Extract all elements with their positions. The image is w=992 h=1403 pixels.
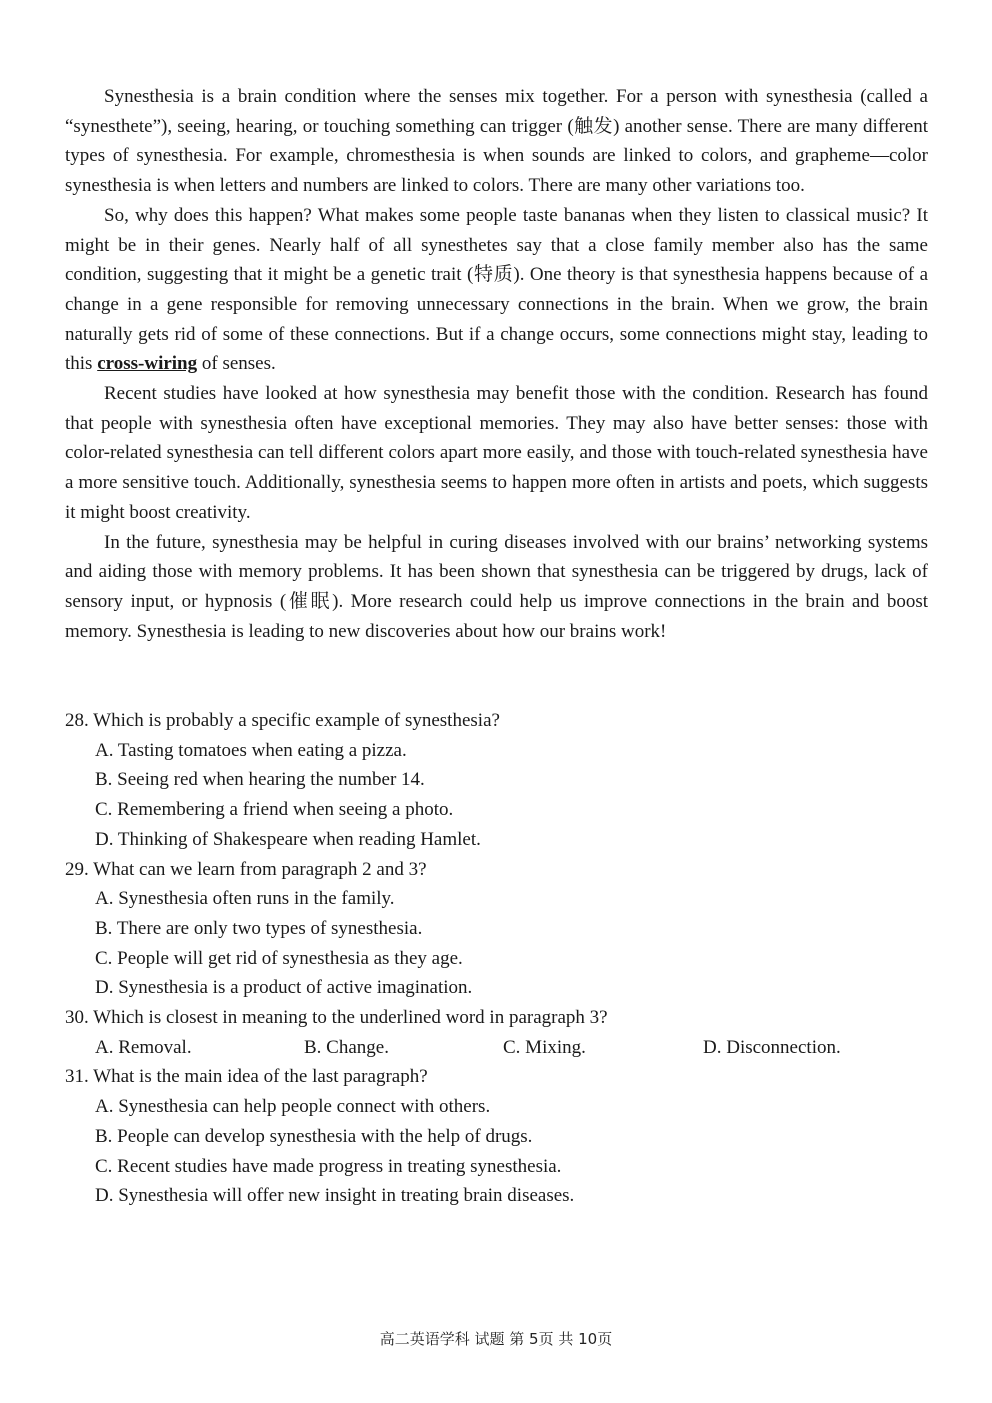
option-d: D. Disconnection. [703, 1036, 841, 1058]
reading-passage [65, 82, 928, 646]
option-b: B. Change. [304, 1036, 389, 1058]
page-footer: 高二英语学科 试题 第 5页 共 10页 [379, 1330, 613, 1348]
question-list [65, 706, 928, 1211]
option-c: C. Mixing. [503, 1036, 586, 1058]
option-c: C. Remembering a friend when seeing a photo. [95, 799, 454, 821]
paragraph-3: Recent studies have looked at how synesthesia may benefit those with the condition. Research has found that people with synesthesia often have exceptional memories. They may also have better senses: those with color-related synesthesia can tell different colors apart more easily, and those with touch-related synesthesia have a more sensitive touch. Additionally, synesthesia seems to happen more often in artists and poets, which suggests it might boost creativity. [65, 383, 928, 523]
option-a: A. Synesthesia can help people connect with others. [95, 1096, 491, 1118]
question-30 [65, 1003, 928, 1062]
option-d: D. Thinking of Shakespeare when reading Hamlet. [95, 828, 481, 850]
option-b: B. There are only two types of synesthesia. [95, 917, 423, 939]
paragraph-2-text-before: So, why does this happen? What makes some people taste bananas when they listen to classical music? It might be in their genes. Nearly half of all synesthetes say that a close family member also has the same condition, suggesting that it might be a genetic trait (特质). One theory is that synesthesia happens because of a change in a gene responsible for removing unnecessary connections in the brain. When we grow, the brain naturally gets rid of some of these connections. But if a change occurs, some connections might stay, leading to this [65, 204, 928, 375]
question-stem: 31. What is the main idea of the last paragraph? [65, 1066, 428, 1088]
underlined-word: cross-wiring [97, 353, 198, 375]
option-d: D. Synesthesia is a product of active imagination. [95, 977, 473, 999]
question-29 [65, 855, 928, 1004]
paragraph-2-text-after: of senses. [197, 353, 276, 375]
option-b: B. People can develop synesthesia with the help of drugs. [95, 1125, 533, 1147]
question-stem: 29. What can we learn from paragraph 2 and 3? [65, 858, 427, 880]
option-a: A. Removal. [95, 1036, 192, 1058]
question-31 [65, 1062, 928, 1211]
question-stem: 30. Which is closest in meaning to the underlined word in paragraph 3? [65, 1007, 608, 1029]
question-28 [65, 706, 928, 855]
option-d: D. Synesthesia will offer new insight in treating brain diseases. [95, 1185, 575, 1207]
option-row [65, 1033, 928, 1063]
paragraph-1: Synesthesia is a brain condition where the senses mix together. For a person with synesthesia (called a “synesthete”), seeing, hearing, or touching something can trigger (触发) another sense. There are many different types of synesthesia. For example, chromesthesia is when sounds are linked to colors, and grapheme—color synesthesia is when letters and numbers are linked to colors. There are many other variations too. [65, 86, 928, 197]
option-a: A. Synesthesia often runs in the family. [95, 888, 395, 910]
paragraph-2 [65, 201, 928, 379]
paragraph-4: In the future, synesthesia may be helpful in curing diseases involved with our brains’ networking systems and aiding those with memory problems. It has been shown that synesthesia can be triggered by drugs, lack of sensory input, or hypnosis (催眠). More research could help us improve connections in the brain and boost memory. Synesthesia is leading to new discoveries about how our brains work! [65, 531, 928, 642]
question-stem: 28. Which is probably a specific example of synesthesia? [65, 710, 500, 731]
option-c: C. Recent studies have made progress in treating synesthesia. [95, 1155, 562, 1177]
option-b: B. Seeing red when hearing the number 14. [95, 769, 425, 791]
option-c: C. People will get rid of synesthesia as they age. [95, 947, 463, 969]
option-a: A. Tasting tomatoes when eating a pizza. [95, 739, 407, 761]
